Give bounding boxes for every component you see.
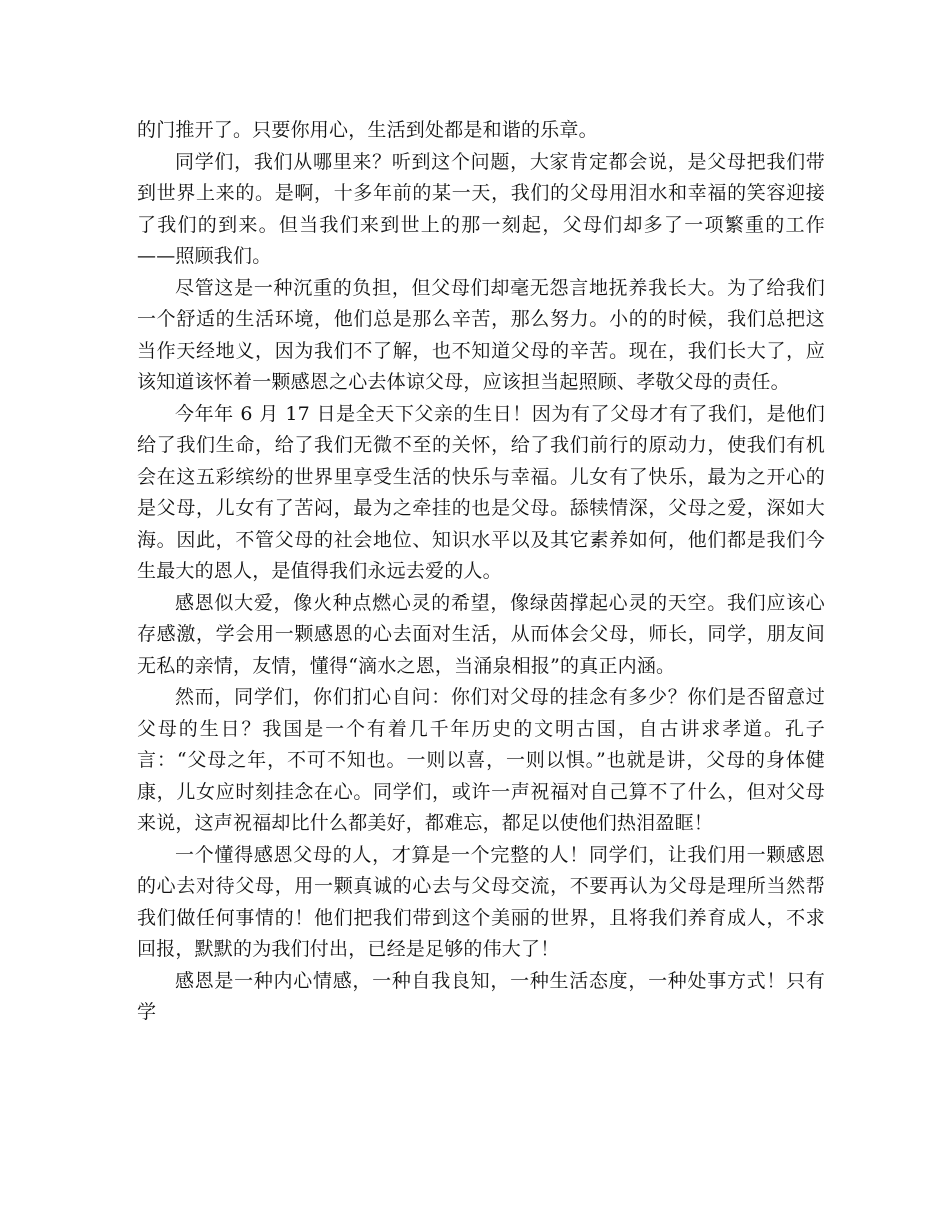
- paragraph: 感恩是一种内心情感，一种自我良知，一种生活态度，一种处事方式！只有学: [137, 969, 825, 1023]
- paragraph: 感恩似大爱，像火种点燃心灵的希望，像绿茵撑起心灵的天空。我们应该心存感激，学会用一颗感恩的心去面对生活，从而体会父母，师长，同学，朋友间无私的亲情，友情，懂得“滴水之恩，当涌泉相报”的真正内涵。: [137, 591, 825, 677]
- paragraph: 然而，同学们，你们扪心自问：你们对父母的挂念有多少？你们是否留意过父母的生日？我国是一个有着几千年历史的文明古国，自古讲求孝道。孔子言：“父母之年，不可不知也。一则以喜，一则以惧。”也就是讲，父母的身体健康，儿女应时刻挂念在心。同学们，或许一声祝福对自己算不了什么，但对父母来说，这声祝福却比什么都美好，都难忘，都足以使他们热泪盈眶！: [137, 686, 825, 834]
- paragraph: 今年年 6 月 17 日是全天下父亲的生日！因为有了父母才有了我们，是他们给了我们生命，给了我们无微不至的关怀，给了我们前行的原动力，使我们有机会在这五彩缤纷的世界里享受生活的快乐与幸福。儿女有了快乐，最为之开心的是父母，儿女有了苦闷，最为之牵挂的也是父母。舔犊情深，父母之爱，深如大海。因此，不管父母的社会地位、知识水平以及其它素养如何，他们都是我们今生最大的恩人，是值得我们永远去爱的人。: [137, 402, 825, 582]
- paragraph: 的门推开了。只要你用心，生活到处都是和谐的乐章。: [137, 119, 598, 141]
- paragraph: 同学们，我们从哪里来？听到这个问题，大家肯定都会说，是父母把我们带到世界上来的。是啊，十多年前的某一天，我们的父母用泪水和幸福的笑容迎接了我们的到来。但当我们来到世上的那一刻起，父母们却多了一项繁重的工作——照顾我们。: [137, 150, 825, 267]
- document-body: [137, 115, 825, 1029]
- paragraph: 一个懂得感恩父母的人，才算是一个完整的人！同学们，让我们用一颗感恩的心去对待父母，用一颗真诚的心去与父母交流，不要再认为父母是理所当然帮我们做任何事情的！他们把我们带到这个美丽的世界，且将我们养育成人，不求回报，默默的为我们付出，已经是足够的伟大了！: [137, 843, 825, 960]
- paragraph: 尽管这是一种沉重的负担，但父母们却毫无怨言地抚养我长大。为了给我们一个舒适的生活环境，他们总是那么辛苦，那么努力。小的的时候，我们总把这当作天经地义，因为我们不了解，也不知道父母的辛苦。现在，我们长大了，应该知道该怀着一颗感恩之心去体谅父母，应该担当起照顾、孝敬父母的责任。: [137, 276, 825, 393]
